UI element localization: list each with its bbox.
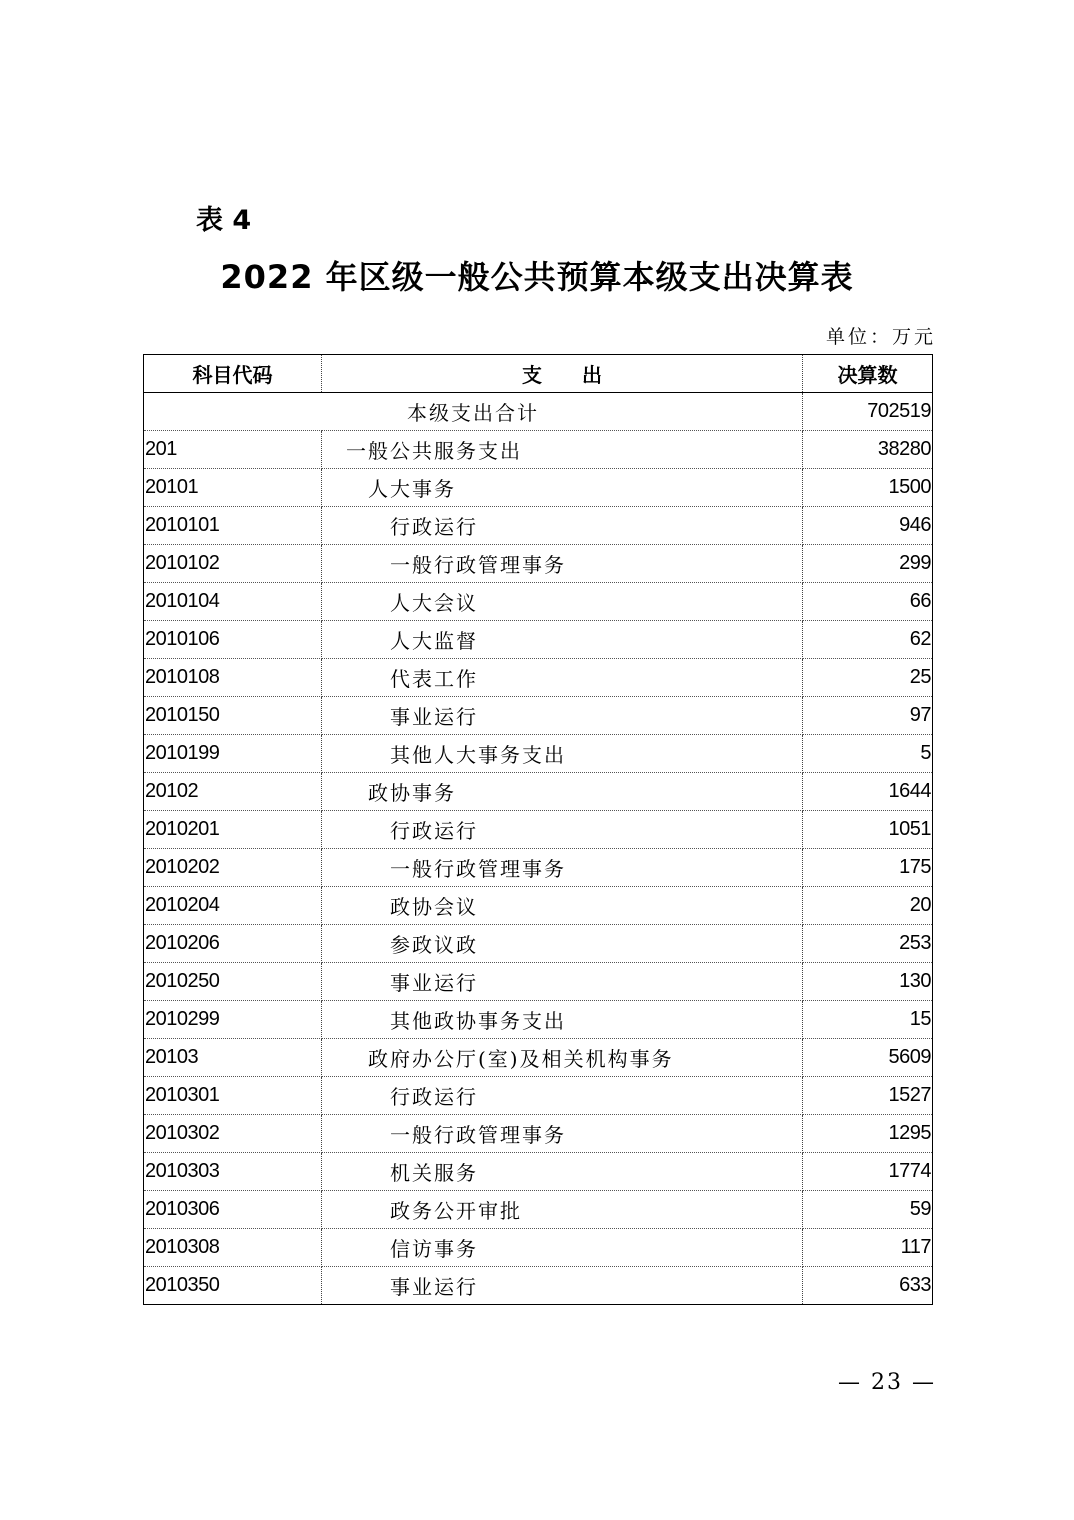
total-amount: 702519	[803, 393, 933, 431]
table-row	[144, 659, 933, 697]
row-amount: 1644	[803, 773, 933, 811]
table-row	[144, 697, 933, 735]
table-row	[144, 431, 933, 469]
table-row	[144, 1001, 933, 1039]
row-name: 事业运行	[322, 963, 803, 1001]
table-row	[144, 507, 933, 545]
row-amount: 1051	[803, 811, 933, 849]
row-amount: 633	[803, 1267, 933, 1305]
row-code: 2010204	[144, 887, 322, 925]
row-name: 行政运行	[322, 811, 803, 849]
row-code: 2010250	[144, 963, 322, 1001]
row-code: 2010206	[144, 925, 322, 963]
row-code: 2010350	[144, 1267, 322, 1305]
row-name: 事业运行	[322, 1267, 803, 1305]
row-amount: 25	[803, 659, 933, 697]
table-row	[144, 1077, 933, 1115]
column-header-code: 科目代码	[144, 355, 322, 393]
table-row	[144, 925, 933, 963]
row-name: 一般行政管理事务	[322, 849, 803, 887]
table-row	[144, 1191, 933, 1229]
row-amount: 38280	[803, 431, 933, 469]
unit-label: 单位：万元	[825, 326, 936, 348]
row-amount: 1500	[803, 469, 933, 507]
row-name: 其他政协事务支出	[322, 1001, 803, 1039]
expenditure-table	[143, 354, 933, 1305]
row-name: 参政议政	[322, 925, 803, 963]
row-amount: 299	[803, 545, 933, 583]
table-row	[144, 469, 933, 507]
row-name: 政协事务	[322, 773, 803, 811]
column-header-name: 支 出	[322, 355, 803, 393]
row-amount: 5609	[803, 1039, 933, 1077]
column-header-amount: 决算数	[803, 355, 933, 393]
row-name: 代表工作	[322, 659, 803, 697]
row-code: 2010199	[144, 735, 322, 773]
row-name: 一般公共服务支出	[322, 431, 803, 469]
row-code: 2010150	[144, 697, 322, 735]
row-code: 20102	[144, 773, 322, 811]
row-amount: 59	[803, 1191, 933, 1229]
row-code: 2010308	[144, 1229, 322, 1267]
row-code: 201	[144, 431, 322, 469]
row-name: 政务公开审批	[322, 1191, 803, 1229]
row-name: 一般行政管理事务	[322, 1115, 803, 1153]
total-row	[144, 393, 933, 431]
table-row	[144, 1229, 933, 1267]
row-amount: 1774	[803, 1153, 933, 1191]
row-code: 2010302	[144, 1115, 322, 1153]
row-code: 2010202	[144, 849, 322, 887]
page-number: — 23 —	[838, 1370, 936, 1395]
row-amount: 946	[803, 507, 933, 545]
row-name: 人大事务	[322, 469, 803, 507]
row-amount: 97	[803, 697, 933, 735]
row-amount: 62	[803, 621, 933, 659]
row-amount: 20	[803, 887, 933, 925]
table-row	[144, 963, 933, 1001]
table-row	[144, 773, 933, 811]
row-amount: 15	[803, 1001, 933, 1039]
row-name: 政府办公厅(室)及相关机构事务	[322, 1039, 803, 1077]
row-name: 一般行政管理事务	[322, 545, 803, 583]
row-name: 政协会议	[322, 887, 803, 925]
row-name: 其他人大事务支出	[322, 735, 803, 773]
row-code: 2010101	[144, 507, 322, 545]
row-amount: 5	[803, 735, 933, 773]
page-title: 2022 年区级一般公共预算本级支出决算表	[220, 258, 854, 296]
table-row	[144, 735, 933, 773]
table-row	[144, 621, 933, 659]
row-code: 2010108	[144, 659, 322, 697]
row-code: 20101	[144, 469, 322, 507]
row-name: 机关服务	[322, 1153, 803, 1191]
row-amount: 66	[803, 583, 933, 621]
row-name: 事业运行	[322, 697, 803, 735]
row-name: 行政运行	[322, 507, 803, 545]
row-code: 2010201	[144, 811, 322, 849]
row-name: 信访事务	[322, 1229, 803, 1267]
table-row	[144, 849, 933, 887]
row-code: 2010102	[144, 545, 322, 583]
row-code: 2010104	[144, 583, 322, 621]
row-code: 2010299	[144, 1001, 322, 1039]
row-amount: 1295	[803, 1115, 933, 1153]
row-amount: 130	[803, 963, 933, 1001]
table-row	[144, 1039, 933, 1077]
table-header-row	[144, 355, 933, 393]
row-code: 20103	[144, 1039, 322, 1077]
table-row	[144, 811, 933, 849]
row-code: 2010301	[144, 1077, 322, 1115]
row-amount: 1527	[803, 1077, 933, 1115]
total-label: 本级支出合计	[144, 393, 803, 431]
table-number: 表 4	[196, 205, 252, 236]
row-name: 人大会议	[322, 583, 803, 621]
row-name: 行政运行	[322, 1077, 803, 1115]
table-row	[144, 1153, 933, 1191]
table-row	[144, 887, 933, 925]
row-name: 人大监督	[322, 621, 803, 659]
row-amount: 117	[803, 1229, 933, 1267]
row-code: 2010303	[144, 1153, 322, 1191]
table-row	[144, 545, 933, 583]
table-row	[144, 1267, 933, 1305]
table-row	[144, 583, 933, 621]
row-amount: 253	[803, 925, 933, 963]
row-code: 2010306	[144, 1191, 322, 1229]
row-code: 2010106	[144, 621, 322, 659]
table-row	[144, 1115, 933, 1153]
row-amount: 175	[803, 849, 933, 887]
